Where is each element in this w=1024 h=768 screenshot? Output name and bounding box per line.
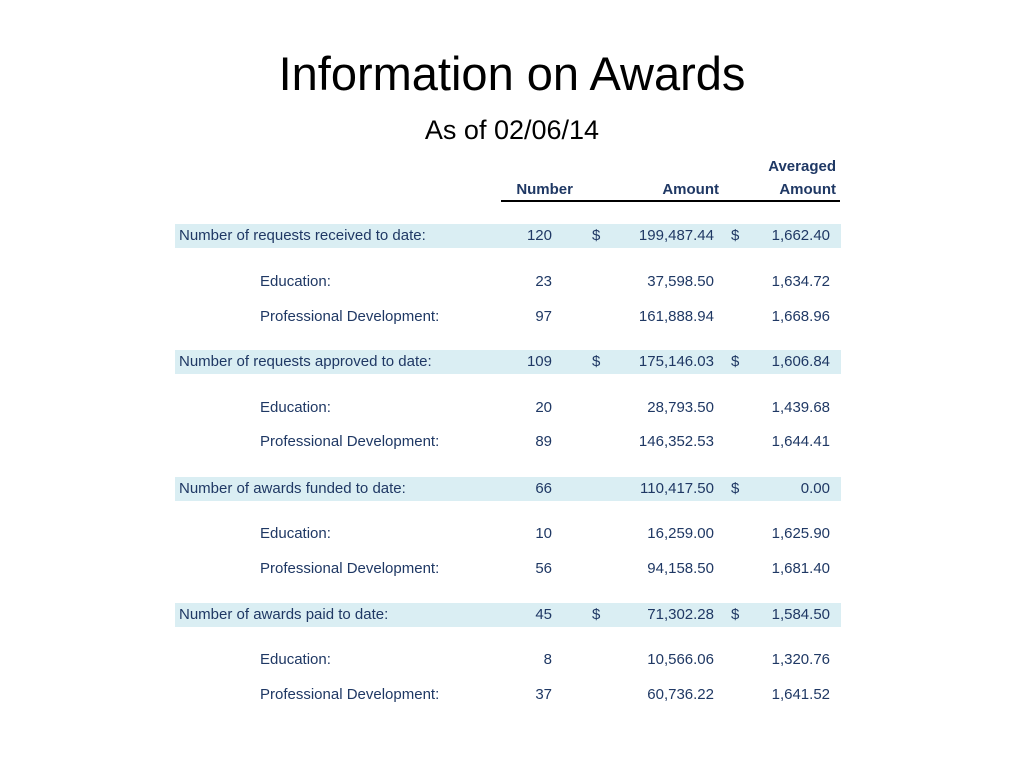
- row-label: Education:: [260, 525, 331, 542]
- row-averaged: 1,662.40: [771, 227, 830, 244]
- row-averaged: 1,644.41: [771, 433, 830, 450]
- row-averaged: 1,625.90: [771, 525, 830, 542]
- row-label: Professional Development:: [260, 686, 440, 703]
- row-label: Number of awards funded to date:: [179, 480, 406, 497]
- row-averaged: 0.00: [800, 480, 830, 497]
- row-number: 20: [535, 399, 552, 416]
- row-averaged: 1,439.68: [771, 399, 830, 416]
- row-amount: 161,888.94: [638, 308, 714, 325]
- row-dollar: $: [592, 227, 601, 244]
- row-number: 109: [526, 353, 552, 370]
- row-number: 89: [535, 433, 552, 450]
- row-dollar: $: [731, 606, 740, 623]
- row-averaged: 1,641.52: [771, 686, 830, 703]
- row-averaged: 1,634.72: [771, 273, 830, 290]
- row-number: 8: [543, 651, 552, 668]
- row-amount: 16,259.00: [647, 525, 714, 542]
- row-amount: 28,793.50: [647, 399, 714, 416]
- row-averaged: 1,681.40: [771, 560, 830, 577]
- row-dollar: $: [731, 227, 740, 244]
- row-number: 45: [535, 606, 552, 623]
- row-averaged: 1,606.84: [771, 353, 830, 370]
- header-averaged-line2: Amount: [779, 181, 836, 198]
- row-averaged: 1,668.96: [771, 308, 830, 325]
- header-averaged-line1: Averaged: [768, 158, 836, 175]
- row-dollar: $: [731, 353, 740, 370]
- row-number: 23: [535, 273, 552, 290]
- row-amount: 10,566.06: [647, 651, 714, 668]
- row-number: 10: [535, 525, 552, 542]
- row-dollar: $: [731, 480, 740, 497]
- header-amount: Amount: [662, 181, 719, 198]
- page-title: Information on Awards: [278, 47, 746, 100]
- row-label: Education:: [260, 273, 331, 290]
- row-amount: 37,598.50: [647, 273, 714, 290]
- row-label: Number of requests received to date:: [179, 227, 426, 244]
- header-rule: [501, 200, 840, 202]
- row-number: 120: [526, 227, 552, 244]
- row-number: 97: [535, 308, 552, 325]
- row-averaged: 1,320.76: [771, 651, 830, 668]
- row-amount: 110,417.50: [640, 480, 714, 497]
- row-dollar: $: [592, 606, 601, 623]
- row-label: Number of requests approved to date:: [179, 353, 432, 370]
- row-averaged: 1,584.50: [771, 606, 830, 623]
- row-label: Professional Development:: [260, 308, 440, 325]
- page-subtitle: As of 02/06/14: [424, 115, 600, 145]
- row-number: 37: [535, 686, 552, 703]
- row-number: 56: [535, 560, 552, 577]
- row-label: Education:: [260, 651, 331, 668]
- header-number: Number: [516, 181, 573, 198]
- row-dollar: $: [592, 353, 601, 370]
- row-label: Number of awards paid to date:: [179, 606, 389, 623]
- row-amount: 71,302.28: [647, 606, 714, 623]
- row-label: Education:: [260, 399, 331, 416]
- row-label: Professional Development:: [260, 560, 440, 577]
- row-number: 66: [535, 480, 552, 497]
- row-amount: 175,146.03: [638, 353, 714, 370]
- row-amount: 146,352.53: [638, 433, 714, 450]
- row-amount: 199,487.44: [638, 227, 714, 244]
- row-amount: 94,158.50: [647, 560, 714, 577]
- row-label: Professional Development:: [260, 433, 440, 450]
- row-amount: 60,736.22: [647, 686, 714, 703]
